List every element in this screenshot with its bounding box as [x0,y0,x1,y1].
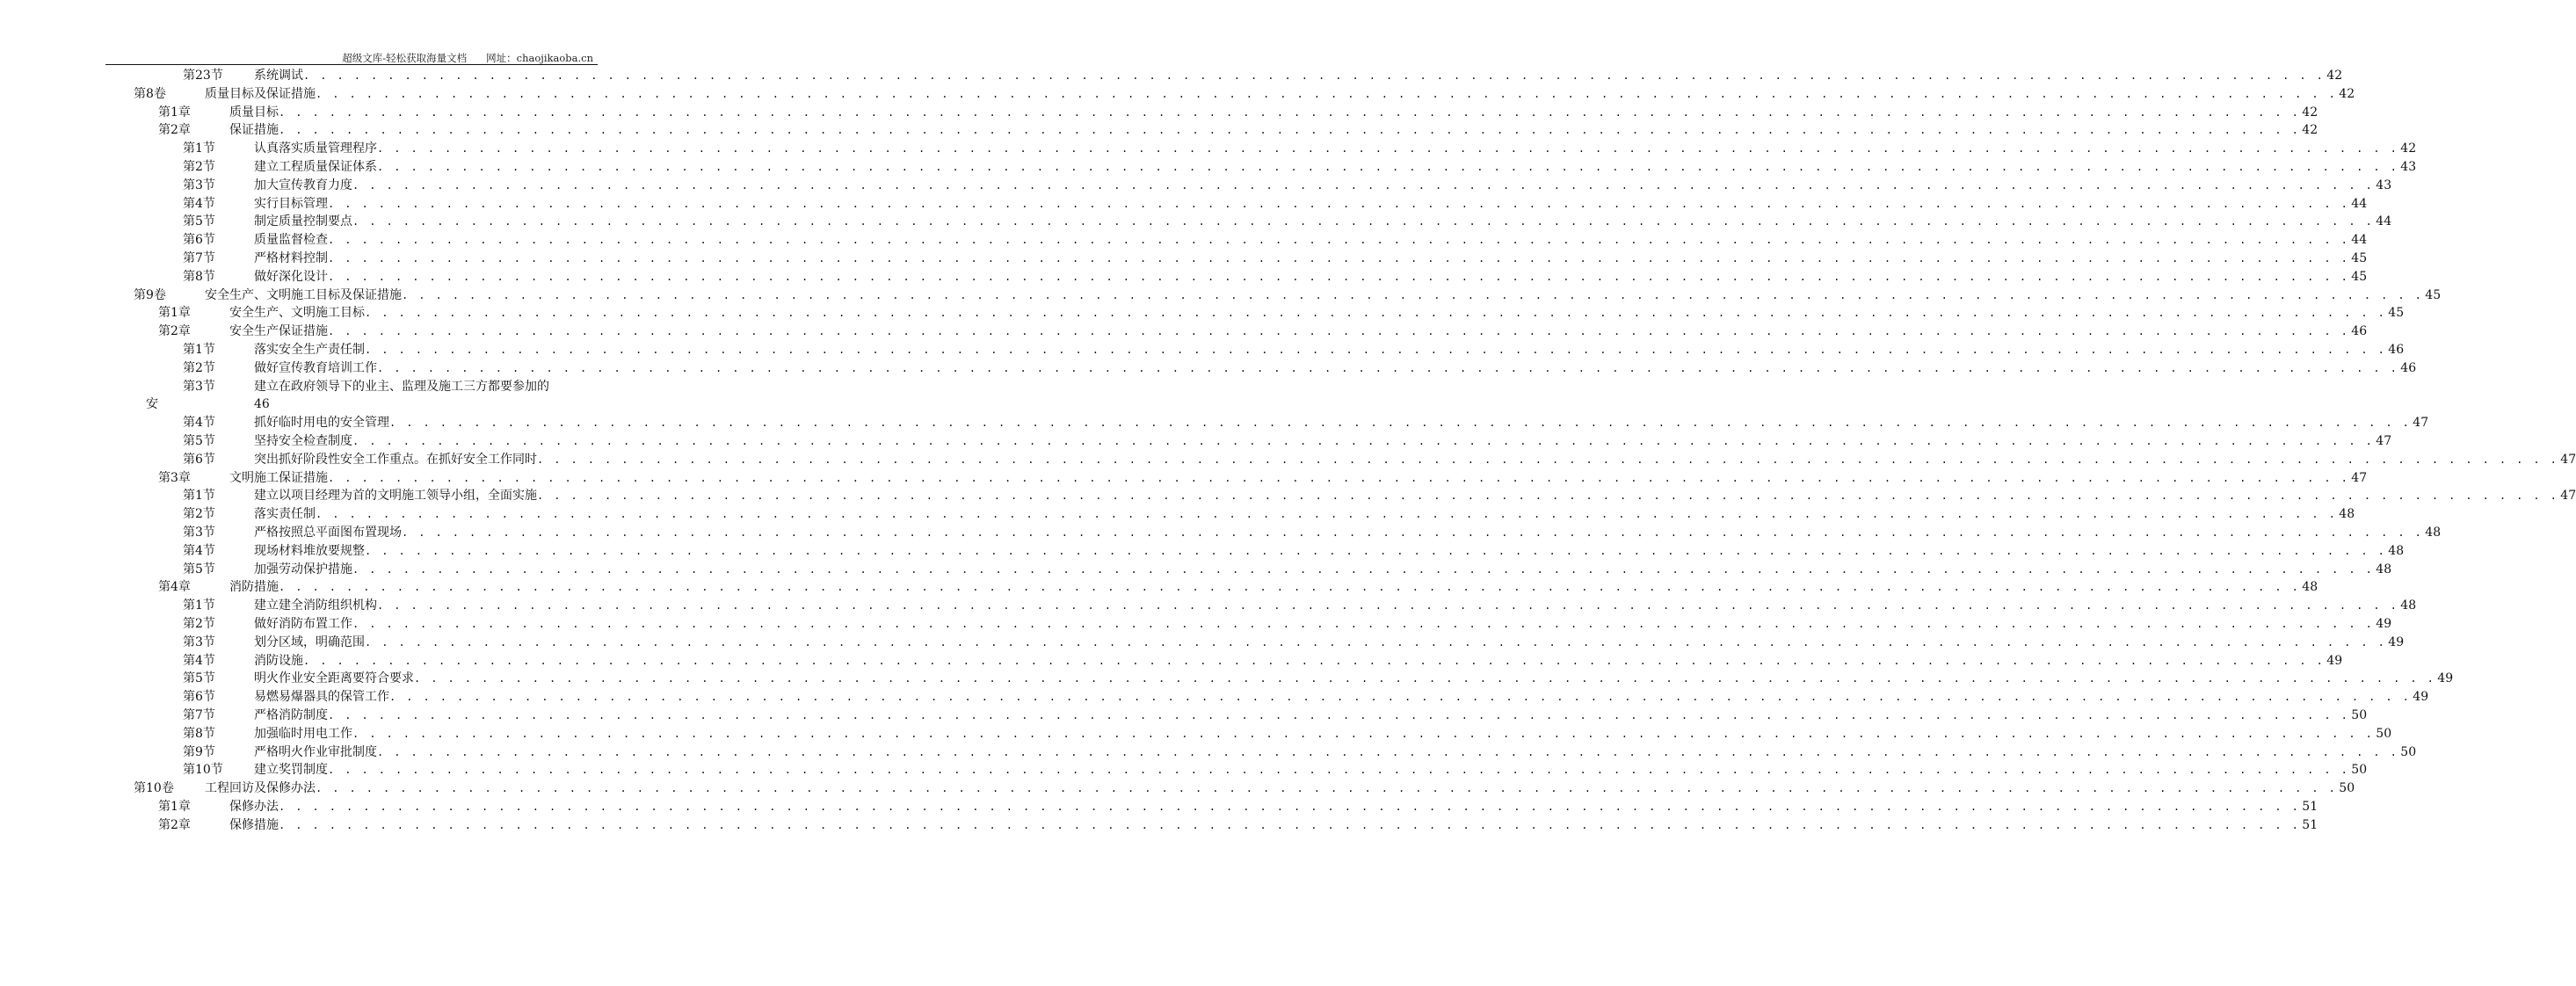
dot-leader: . . . . . . . . . . . . . . . . . . . . . . . . . . . . . . . . . . . . . . . . . . . . . . . . . . . . . . . . . . . . . . . . . . . . . . . . . . . . . . . . . . . . . . . . . . . . . . . . . . . . . . . . . . . . . . . . . . . . . . . . [377,745,2399,758]
toc-entry-page-number: 48 [2302,580,2318,595]
toc-entry-page-number: 48 [2400,598,2417,613]
toc-entry-label: 第1章 [158,105,191,120]
toc-entry-label: 第2节 [183,617,215,631]
toc-entry-title: 工程回访及保修办法 [205,781,316,796]
toc-entry-label: 第8卷 [134,86,166,101]
dot-leader: . . . . . . . . . . . . . . . . . . . . . . . . . . . . . . . . . . . . . . . . . . . . . . . . . . . . . . . . . . . . . . . . . . . . . . . . . . . . . . . . . . . . . . . . . . . . . . . . . . . . . . . . . . . . . . . . . . . . . . . . [352,562,2375,576]
dot-leader: . . . . . . . . . . . . . . . . . . . . . . . . . . . . . . . . . . . . . . . . . . . . . . . . . . . . . . . . . . . . . . . . . . . . . . . . . . . . . . . . . . . . . . . . . . . . . . . . . . . . . . . . . . . . . . . . . . . . . . . . [328,197,2350,210]
toc-entry-title: 严格消防制度 [254,708,328,722]
dot-leader: . . . . . . . . . . . . . . . . . . . . . . . . . . . . . . . . . . . . . . . . . . . . . . . . . . . . . . . . . . . . . . . . . . . . . . . . . . . . . . . . . . . . . . . . . . . . . . . . . . . . . . . . . . . . . . . . . . . . . . . . [279,801,2301,813]
dot-leader: . . . . . . . . . . . . . . . . . . . . . . . . . . . . . . . . . . . . . . . . . . . . . . . . . . . . . . . . . . . . . . . . . . . . . . . . . . . . . . . . . . . . . . . . . . . . . . . . . . . . . . . . . . . . . . . . . . . . . . . . [328,325,2350,338]
toc-entry-page-number: 42 [2302,105,2318,120]
dot-leader: . . . . . . . . . . . . . . . . . . . . . . . . . . . . . . . . . . . . . . . . . . . . . . . . . . . . . . . . . . . . . . . . . . . . . . . . . . . . . . . . . . . . . . . . . . . . . . . . . . . . . . . . . . . . . . . . . . . . . . . . [352,178,2375,192]
toc-entry-label: 第10卷 [134,781,174,796]
toc-entry-label: 第1章 [158,800,191,814]
toc-entry-title: 落实安全生产责任制 [254,343,365,357]
toc-entry[interactable] [0,231,2368,249]
dot-leader: . . . . . . . . . . . . . . . . . . . . . . . . . . . . . . . . . . . . . . . . . . . . . . . . . . . . . . . . . . . . . . . . . . . . . . . . . . . . . . . . . . . . . . . . . . . . . . . . . . . . . . . . . . . . . . . . . . . . . . . . [389,417,2412,430]
toc-entry-label: 第6节 [183,452,215,467]
toc-entry-page-number: 50 [2400,744,2417,759]
toc-entry-label: 第3节 [183,379,215,394]
toc-entry-title: 做好深化设计 [254,269,328,284]
toc-entry-page-number: 49 [2413,690,2429,705]
dot-leader: . . . . . . . . . . . . . . . . . . . . . . . . . . . . . . . . . . . . . . . . . . . . . . . . . . . . . . . . . . . . . . . . . . . . . . . . . . . . . . . . . . . . . . . . . . . . . . . . . . . . . . . . . . . . . . . . . . . . . . . . [316,87,2338,100]
toc-entry-page-number: 47 [2560,452,2576,467]
dot-leader: . . . . . . . . . . . . . . . . . . . . . . . . . . . . . . . . . . . . . . . . . . . . . . . . . . . . . . . . . . . . . . . . . . . . . . . . . . . . . . . . . . . . . . . . . . . . . . . . . . . . . . . . . . . . . . . . . . . . . . . . [316,782,2338,795]
toc-entry-title: 文明施工保证措施 [229,470,328,485]
toc-entry[interactable] [0,451,2576,468]
toc-entry-title: 安全生产、文明施工目标及保证措施 [205,287,402,302]
toc-entry-label: 安 [146,397,158,412]
toc-entry-label: 第2章 [158,817,191,832]
toc-entry-title: 安全生产保证措施 [229,324,328,339]
dot-leader: . . . . . . . . . . . . . . . . . . . . . . . . . . . . . . . . . . . . . . . . . . . . . . . . . . . . . . . . . . . . . . . . . . . . . . . . . . . . . . . . . . . . . . . . . . . . . . . . . . . . . . . . . . . . . . . . . . . . . . . . [328,764,2350,777]
toc-entry-label: 第1节 [183,489,215,504]
toc-entry-page-number: 47 [2376,434,2392,448]
toc-entry-title: 易燃易爆器具的保管工作 [254,690,389,705]
toc-entry[interactable] [0,615,2392,633]
dot-leader: . . . . . . . . . . . . . . . . . . . . . . . . . . . . . . . . . . . . . . . . . . . . . . . . . . . . . . . . . . . . . . . . . . . . . . . . . . . . . . . . . . . . . . . . . . . . . . . . . . . . . . . . . . . . . . . . . . . . . . . . [279,124,2301,137]
toc-entry[interactable] [0,158,2417,176]
toc-entry-label: 第2章 [158,123,191,138]
toc-entry-title: 质量目标 [229,105,279,120]
toc-entry-title: 安全生产、文明施工目标 [229,306,365,321]
toc-entry-page-number: 51 [2302,817,2318,832]
toc-entry-title: 认真落实质量管理程序 [254,141,377,156]
toc-entry-title: 保修办法 [229,800,279,814]
toc-entry-label: 第1节 [183,598,215,613]
toc-entry-label: 第2章 [158,324,191,339]
toc-entry-title: 建立奖罚制度 [254,763,328,778]
toc-entry[interactable] [0,688,2429,706]
toc-entry-title: 严格明火作业审批制度 [254,744,377,759]
toc-entry-page-number: 47 [2351,470,2368,485]
toc-entry[interactable] [0,487,2576,504]
toc-entry[interactable] [0,414,2429,431]
toc-entry-page-number: 46 [2400,360,2417,375]
dot-leader: . . . . . . . . . . . . . . . . . . . . . . . . . . . . . . . . . . . . . . . . . . . . . . . . . . . . . . . . . . . . . . . . . . . . . . . . . . . . . . . . . . . . . . . . . . . . . . . . . . . . . . . . . . . . . . . . . . . . . . . . [352,727,2375,740]
dot-leader: . . . . . . . . . . . . . . . . . . . . . . . . . . . . . . . . . . . . . . . . . . . . . . . . . . . . . . . . . . . . . . . . . . . . . . . . . . . . . . . . . . . . . . . . . . . . . . . . . . . . . . . . . . . . . . . . . . . . . . . . [402,526,2424,539]
dot-leader: . . . . . . . . . . . . . . . . . . . . . . . . . . . . . . . . . . . . . . . . . . . . . . . . . . . . . . . . . . . . . . . . . . . . . . . . . . . . . . . . . . . . . . . . . . . . . . . . . . . . . . . . . . . . . . . . . . . . . . . . [316,508,2338,521]
dot-leader: . . . . . . . . . . . . . . . . . . . . . . . . . . . . . . . . . . . . . . . . . . . . . . . . . . . . . . . . . . . . . . . . . . . . . . . . . . . . . . . . . . . . . . . . . . . . . . . . . . . . . . . . . . . . . . . . . . . . . . . . [328,252,2350,265]
toc-entry-label: 第7节 [183,708,215,722]
toc-entry-page-number: 47 [2560,489,2576,504]
toc-entry[interactable] [0,505,2355,523]
toc-entry[interactable] [0,213,2392,230]
dot-leader: . . . . . . . . . . . . . . . . . . . . . . . . . . . . . . . . . . . . . . . . . . . . . . . . . . . . . . . . . . . . . . . . . . . . . . . . . . . . . . . . . . . . . . . . . . . . . . . . . . . . . . . . . . . . . . . . . . . . . . . . [279,581,2301,594]
dot-leader: . . . . . . . . . . . . . . . . . . . . . . . . . . . . . . . . . . . . . . . . . . . . . . . . . . . . . . . . . . . . . . . . . . . . . . . . . . . . . . . . . . . . . . . . . . . . . . . . . . . . . . . . . . . . . . . . . . . . . . . . [352,435,2375,447]
toc-entry-title: 质量监督检查 [254,233,328,248]
toc-entry[interactable] [0,268,2368,286]
toc-entry-label: 第3节 [183,634,215,649]
toc-entry-label: 第23节 [183,69,223,83]
dot-leader: . . . . . . . . . . . . . . . . . . . . . . . . . . . . . . . . . . . . . . . . . . . . . . . . . . . . . . . . . . . . . . . . . . . . . . . . . . . . . . . . . . . . . . . . . . . . . . . . . . . . . . . . . . . . . . . . . . . . . . . . [328,234,2350,247]
toc-entry[interactable] [0,524,2442,541]
toc-entry-title: 质量目标及保证措施 [205,86,316,101]
toc-entry[interactable] [0,195,2368,213]
toc-entry-title: 消防措施 [229,580,279,595]
toc-entry-page-number: 50 [2351,708,2368,722]
toc-entry-title: 明火作业安全距离要符合要求 [254,671,414,686]
toc-entry-label: 第4章 [158,580,191,595]
toc-entry[interactable] [0,761,2368,779]
dot-leader: . . . . . . . . . . . . . . . . . . . . . . . . . . . . . . . . . . . . . . . . . . . . . . . . . . . . . . . . . . . . . . . . . . . . . . . . . . . . . . . . . . . . . . . . . . . . . . . . . . . . . . . . . . . . . . . . . . . . . . . . [537,489,2559,503]
toc-entry[interactable] [0,798,2318,816]
toc-entry[interactable] [0,304,2405,322]
dot-leader: . . . . . . . . . . . . . . . . . . . . . . . . . . . . . . . . . . . . . . . . . . . . . . . . . . . . . . . . . . . . . . . . . . . . . . . . . . . . . . . . . . . . . . . . . . . . . . . . . . . . . . . . . . . . . . . . . . . . . . . . [279,105,2301,119]
toc-entry-label: 第7节 [183,251,215,265]
dot-leader: . . . . . . . . . . . . . . . . . . . . . . . . . . . . . . . . . . . . . . . . . . . . . . . . . . . . . . . . . . . . . . . . . . . . . . . . . . . . . . . . . . . . . . . . . . . . . . . . . . . . . . . . . . . . . . . . . . . . . . . . [377,599,2399,613]
dot-leader: . . . . . . . . . . . . . . . . . . . . . . . . . . . . . . . . . . . . . . . . . . . . . . . . . . . . . . . . . . . . . . . . . . . . . . . . . . . . . . . . . . . . . . . . . . . . . . . . . . . . . . . . . . . . . . . . . . . . . . . . [365,344,2387,356]
toc-entry-label: 第3节 [183,178,215,192]
toc-entry[interactable] [0,469,2368,487]
toc-entry-label: 第2节 [183,507,215,522]
toc-entry-label: 第9节 [183,744,215,759]
dot-leader: . . . . . . . . . . . . . . . . . . . . . . . . . . . . . . . . . . . . . . . . . . . . . . . . . . . . . . . . . . . . . . . . . . . . . . . . . . . . . . . . . . . . . . . . . . . . . . . . . . . . . . . . . . . . . . . . . . . . . . . . [414,672,2436,685]
toc-entry-title: 落实责任制 [254,507,316,522]
toc-entry-page-number: 45 [2388,306,2405,321]
dot-leader: . . . . . . . . . . . . . . . . . . . . . . . . . . . . . . . . . . . . . . . . . . . . . . . . . . . . . . . . . . . . . . . . . . . . . . . . . . . . . . . . . . . . . . . . . . . . . . . . . . . . . . . . . . . . . . . . . . . . . . . . [377,161,2399,173]
toc-entry[interactable] [0,707,2368,724]
toc-entry[interactable] [0,597,2417,614]
toc-entry[interactable] [0,359,2417,377]
toc-entry-title: 建立建全消防组织机构 [254,598,377,613]
toc-entry-page-number: 49 [2388,634,2405,649]
toc-entry-page-number: 42 [2400,141,2417,156]
toc-entry[interactable] [0,561,2392,578]
toc-entry-title: 系统调试 [254,69,303,83]
toc-entry-title: 加强临时用电工作 [254,726,352,741]
toc-entry[interactable] [0,578,2318,596]
toc-entry-continuation [0,395,603,413]
toc-entry-label: 第1节 [183,141,215,156]
toc-entry-title: 加强劳动保护措施 [254,562,352,576]
toc-entry-page-number: 51 [2302,800,2318,814]
toc-entry-page-number: 42 [2339,86,2355,101]
toc-entry-title: 做好消防布置工作 [254,617,352,631]
toc-entry-title: 保证措施 [229,123,279,138]
toc-entry-label: 第3节 [183,526,215,540]
toc-entry-label: 第4节 [183,653,215,668]
toc-entry-label: 第6节 [183,690,215,705]
toc-entry-title: 制定质量控制要点 [254,214,352,229]
header-site-name: 超级文库-轻松获取海量文档 [342,52,468,64]
toc-entry[interactable] [0,177,2392,194]
toc-entry[interactable] [0,779,2355,797]
toc-entry[interactable] [0,816,2318,834]
dot-leader: . . . . . . . . . . . . . . . . . . . . . . . . . . . . . . . . . . . . . . . . . . . . . . . . . . . . . . . . . . . . . . . . . . . . . . . . . . . . . . . . . . . . . . . . . . . . . . . . . . . . . . . . . . . . . . . . . . . . . . . . [352,618,2375,630]
toc-entry-page-number: 43 [2400,160,2417,174]
toc-entry-page-number: 48 [2425,526,2442,540]
toc-entry-page-number: 44 [2376,214,2392,229]
toc-entry-title: 建立在政府领导下的业主、监理及施工三方都要参加的 [254,379,549,394]
toc-entry[interactable] [0,286,2442,304]
toc-entry-title: 建立以项目经理为首的文明施工领导小组，全面实施 [254,489,537,504]
toc-entry[interactable] [0,323,2368,340]
toc-entry[interactable] [0,341,2405,359]
toc-entry-label: 第2节 [183,360,215,375]
toc-entry-title: 保修措施 [229,817,279,832]
toc-entry-title: 坚持安全检查制度 [254,434,352,448]
toc-entry[interactable] [0,634,2405,651]
dot-leader: . . . . . . . . . . . . . . . . . . . . . . . . . . . . . . . . . . . . . . . . . . . . . . . . . . . . . . . . . . . . . . . . . . . . . . . . . . . . . . . . . . . . . . . . . . . . . . . . . . . . . . . . . . . . . . . . . . . . . . . . [303,654,2326,667]
toc-entry-page-number: 48 [2376,562,2392,576]
header-url: 网址：chaojikaoba.cn [486,52,593,64]
toc-entry-page-number: 50 [2376,726,2392,741]
toc-entry-page-number: 45 [2351,251,2368,265]
toc-entry-page-number: 47 [2413,416,2429,431]
toc-entry-title: 划分区域，明确范围 [254,634,365,649]
toc-entry-title: 突出抓好阶段性安全工作重点。在抓好安全工作同时 [254,452,537,467]
toc-entry-page-number: 46 [254,397,270,412]
toc-entry-page-number: 48 [2339,507,2355,522]
toc-entry-label: 第4节 [183,543,215,558]
toc-entry-title: 建立工程质量保证体系 [254,160,377,174]
toc-entry-label: 第5节 [183,434,215,448]
toc-entry-title: 做好宣传教育培训工作 [254,360,377,375]
toc-entry[interactable] [0,121,2318,139]
dot-leader: . . . . . . . . . . . . . . . . . . . . . . . . . . . . . . . . . . . . . . . . . . . . . . . . . . . . . . . . . . . . . . . . . . . . . . . . . . . . . . . . . . . . . . . . . . . . . . . . . . . . . . . . . . . . . . . . . . . . . . . . [352,215,2375,228]
toc-entry-label: 第10节 [183,763,223,778]
dot-leader: . . . . . . . . . . . . . . . . . . . . . . . . . . . . . . . . . . . . . . . . . . . . . . . . . . . . . . . . . . . . . . . . . . . . . . . . . . . . . . . . . . . . . . . . . . . . . . . . . . . . . . . . . . . . . . . . . . . . . . . . [537,453,2559,466]
toc-entry-title: 现场材料堆放要规整 [254,543,365,558]
toc-entry-label: 第5节 [183,671,215,686]
toc-entry[interactable] [0,652,2343,670]
toc-entry-title: 加大宣传教育力度 [254,178,352,192]
header-rule [105,64,598,65]
toc-entry-label: 第9卷 [134,287,166,302]
toc-entry[interactable] [0,378,603,395]
dot-leader: . . . . . . . . . . . . . . . . . . . . . . . . . . . . . . . . . . . . . . . . . . . . . . . . . . . . . . . . . . . . . . . . . . . . . . . . . . . . . . . . . . . . . . . . . . . . . . . . . . . . . . . . . . . . . . . . . . . . . . . . [328,471,2350,484]
toc-entry-label: 第1章 [158,306,191,321]
toc-entry[interactable] [0,743,2417,761]
toc-entry-label: 第8节 [183,726,215,741]
dot-leader: . . . . . . . . . . . . . . . . . . . . . . . . . . . . . . . . . . . . . . . . . . . . . . . . . . . . . . . . . . . . . . . . . . . . . . . . . . . . . . . . . . . . . . . . . . . . . . . . . . . . . . . . . . . . . . . . . . . . . . . . [365,544,2387,557]
toc-entry-page-number: 45 [2351,269,2368,284]
dot-leader: . . . . . . . . . . . . . . . . . . . . . . . . . . . . . . . . . . . . . . . . . . . . . . . . . . . . . . . . . . . . . . . . . . . . . . . . . . . . . . . . . . . . . . . . . . . . . . . . . . . . . . . . . . . . . . . . . . . . . . . . [279,818,2301,831]
toc-entry-page-number: 42 [2326,69,2343,83]
toc-entry-page-number: 43 [2376,178,2392,192]
toc-entry-label: 第4节 [183,416,215,431]
dot-leader: . . . . . . . . . . . . . . . . . . . . . . . . . . . . . . . . . . . . . . . . . . . . . . . . . . . . . . . . . . . . . . . . . . . . . . . . . . . . . . . . . . . . . . . . . . . . . . . . . . . . . . . . . . . . . . . . . . . . . . . . [377,142,2399,156]
toc-entry-page-number: 50 [2351,763,2368,778]
toc-entry[interactable] [0,432,2392,450]
dot-leader: . . . . . . . . . . . . . . . . . . . . . . . . . . . . . . . . . . . . . . . . . . . . . . . . . . . . . . . . . . . . . . . . . . . . . . . . . . . . . . . . . . . . . . . . . . . . . . . . . . . . . . . . . . . . . . . . . . . . . . . . [377,361,2399,374]
toc-entry-page-number: 45 [2425,287,2442,302]
toc-entry-label: 第3章 [158,470,191,485]
dot-leader: . . . . . . . . . . . . . . . . . . . . . . . . . . . . . . . . . . . . . . . . . . . . . . . . . . . . . . . . . . . . . . . . . . . . . . . . . . . . . . . . . . . . . . . . . . . . . . . . . . . . . . . . . . . . . . . . . . . . . . . . [365,635,2387,649]
dot-leader: . . . . . . . . . . . . . . . . . . . . . . . . . . . . . . . . . . . . . . . . . . . . . . . . . . . . . . . . . . . . . . . . . . . . . . . . . . . . . . . . . . . . . . . . . . . . . . . . . . . . . . . . . . . . . . . . . . . . . . . . [389,691,2412,704]
dot-leader: . . . . . . . . . . . . . . . . . . . . . . . . . . . . . . . . . . . . . . . . . . . . . . . . . . . . . . . . . . . . . . . . . . . . . . . . . . . . . . . . . . . . . . . . . . . . . . . . . . . . . . . . . . . . . . . . . . . . . . . . [402,288,2424,301]
toc-entry-title: 实行目标管理 [254,196,328,211]
toc-entry-page-number: 46 [2351,324,2368,339]
toc-entry[interactable] [0,85,2355,103]
toc-entry[interactable] [0,670,2454,687]
toc-entry-title: 抓好临时用电的安全管理 [254,416,389,431]
toc-entry-page-number: 49 [2437,671,2454,686]
dot-leader: . . . . . . . . . . . . . . . . . . . . . . . . . . . . . . . . . . . . . . . . . . . . . . . . . . . . . . . . . . . . . . . . . . . . . . . . . . . . . . . . . . . . . . . . . . . . . . . . . . . . . . . . . . . . . . . . . . . . . . . . [328,270,2350,283]
toc-entry-page-number: 49 [2376,617,2392,631]
dot-leader: . . . . . . . . . . . . . . . . . . . . . . . . . . . . . . . . . . . . . . . . . . . . . . . . . . . . . . . . . . . . . . . . . . . . . . . . . . . . . . . . . . . . . . . . . . . . . . . . . . . . . . . . . . . . . . . . . . . . . . . . [365,307,2387,320]
toc-entry-label: 第6节 [183,233,215,248]
toc-entry-label: 第4节 [183,196,215,211]
toc-entry[interactable] [0,140,2417,157]
toc-entry[interactable] [0,104,2318,121]
toc-entry-label: 第1节 [183,343,215,357]
toc-entry-title: 消防设施 [254,653,303,668]
toc-entry[interactable] [0,250,2368,267]
toc-entry-title: 严格按照总平面图布置现场 [254,526,402,540]
toc-entry-label: 第8节 [183,269,215,284]
toc-entry-page-number: 46 [2388,343,2405,357]
page-header [342,51,593,65]
toc-entry-label: 第5节 [183,214,215,229]
toc-entry[interactable] [0,725,2392,743]
toc-entry-label: 第2节 [183,160,215,174]
toc-entry-page-number: 50 [2339,781,2355,796]
toc-entry-title: 严格材料控制 [254,251,328,265]
toc-entry-page-number: 42 [2302,123,2318,138]
toc-entry-label: 第5节 [183,562,215,576]
dot-leader: . . . . . . . . . . . . . . . . . . . . . . . . . . . . . . . . . . . . . . . . . . . . . . . . . . . . . . . . . . . . . . . . . . . . . . . . . . . . . . . . . . . . . . . . . . . . . . . . . . . . . . . . . . . . . . . . . . . . . . . . [328,709,2350,721]
toc-entry-page-number: 49 [2326,653,2343,668]
dot-leader: . . . . . . . . . . . . . . . . . . . . . . . . . . . . . . . . . . . . . . . . . . . . . . . . . . . . . . . . . . . . . . . . . . . . . . . . . . . . . . . . . . . . . . . . . . . . . . . . . . . . . . . . . . . . . . . . . . . . . . . . [303,69,2326,82]
toc-entry[interactable] [0,67,2343,84]
toc-entry[interactable] [0,542,2405,560]
toc-entry-page-number: 44 [2351,196,2368,211]
toc-entry-page-number: 44 [2351,233,2368,248]
toc-entry-page-number: 48 [2388,543,2405,558]
